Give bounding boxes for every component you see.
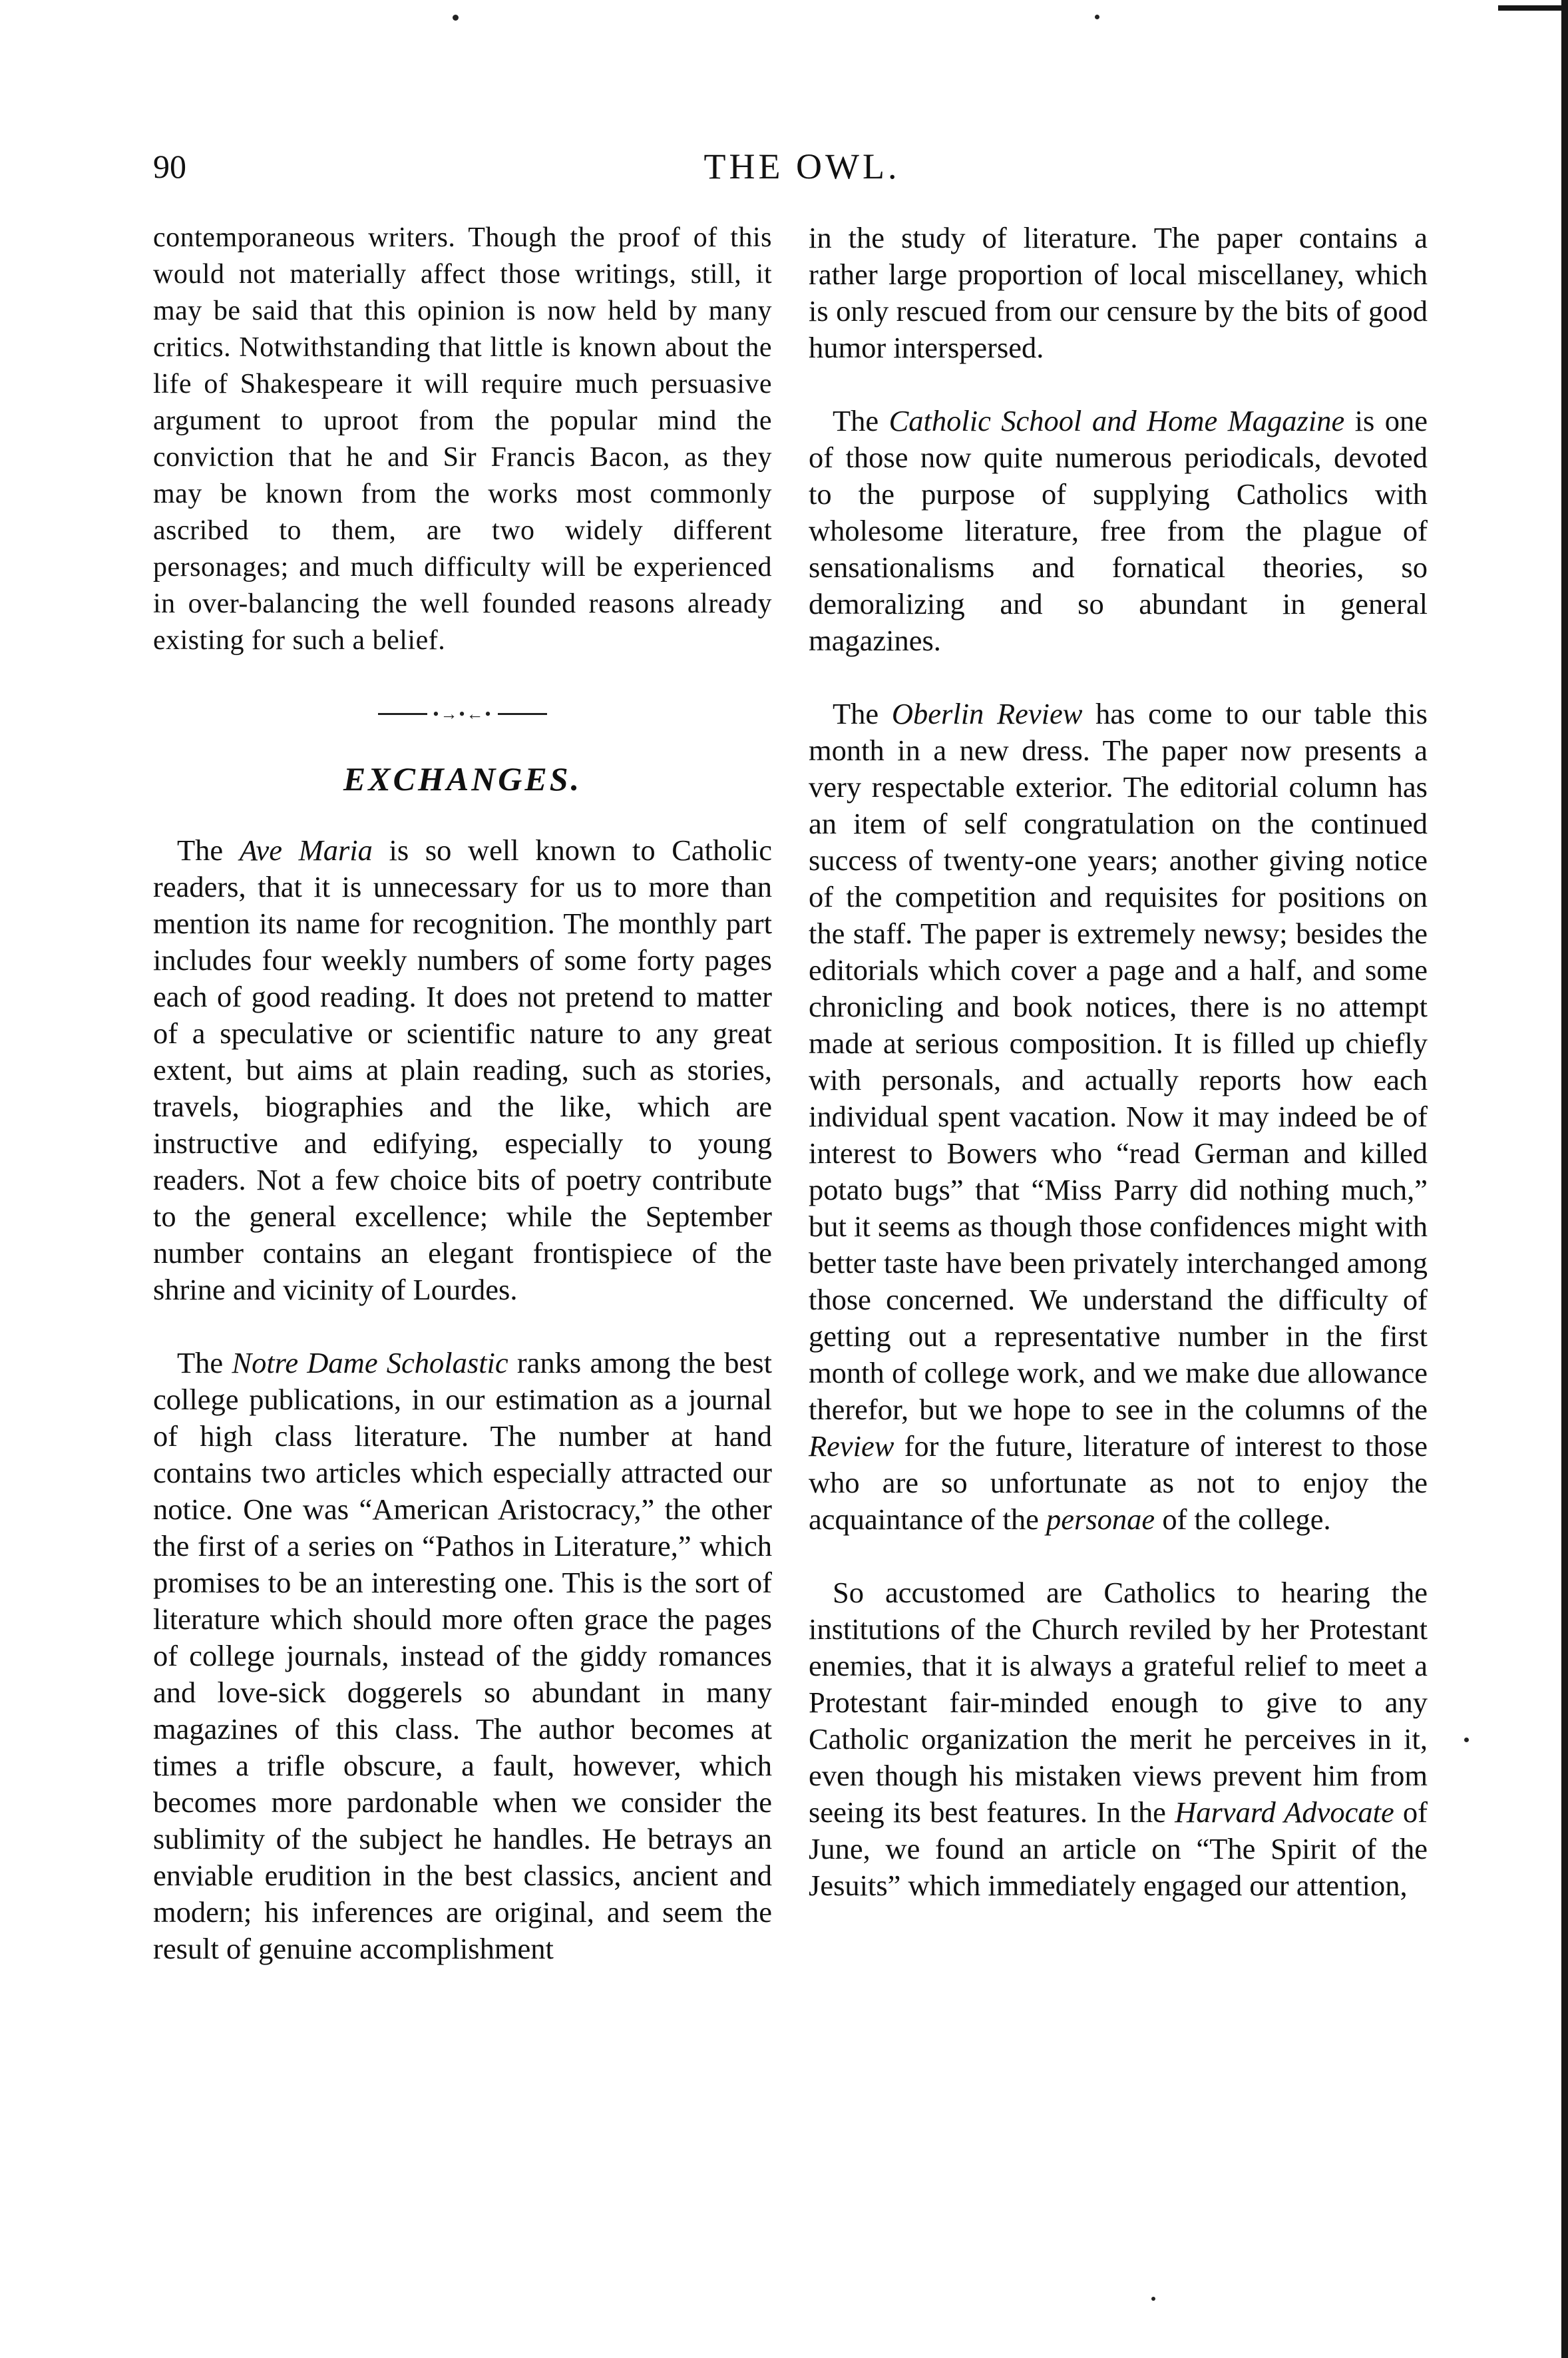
left-column bbox=[153, 220, 772, 2004]
scholastic-paragraph bbox=[153, 1345, 772, 1967]
catholic-school-paragraph bbox=[809, 403, 1428, 659]
text-run: The bbox=[177, 1346, 232, 1379]
page-edge-rule bbox=[1561, 0, 1568, 2358]
scan-speck bbox=[1151, 2297, 1155, 2301]
scan-speck bbox=[1464, 1738, 1469, 1742]
section-title: EXCHANGES. bbox=[343, 760, 582, 798]
publication-title: Review bbox=[809, 1429, 894, 1463]
text-run: So accustomed are Catholics to hearing the institutions of the Church reviled by her Protestant enemies, that it is always a grateful relief to meet a Protestant fair-minded enough to give to any Catholic organization the merit he perceives in it, even though his mistaken views prevent him from seeing its best features. In the bbox=[809, 1576, 1428, 1829]
scan-speck bbox=[1095, 15, 1099, 19]
ave-maria-paragraph bbox=[153, 832, 772, 1308]
page-header bbox=[153, 140, 1451, 193]
oberlin-review-paragraph bbox=[809, 696, 1428, 1538]
latin-term: personae bbox=[1046, 1503, 1155, 1536]
publication-title: Notre Dame Scholastic bbox=[232, 1346, 508, 1379]
text-run: has come to our table this month in a new dress. The paper now presents a very respectable exterior. The editorial column has an item of self congratulation on the continued success of twenty-one years; another giving notice of the competition and requisites for positions on the staff. The paper is extremely newsy; besides the editorials which cover a page and a half, and some chronicling and book notices, there is no attempt made at serious composition. It is filled up chiefly with personals, and actually reports how each individual spent vacation. Now it may indeed be of interest to Bowers who “read German and killed potato bugs” that “Miss Parry did nothing much,” but it seems as though those confidences might with better taste have been privately interchanged among those concerned. We understand the difficulty of getting out a representative number in the first month of college work, and we make due allowance therefor, but we hope to see in the columns of the bbox=[809, 697, 1428, 1426]
page-number: 90 bbox=[153, 148, 186, 185]
running-head: THE OWL. bbox=[703, 146, 900, 186]
publication-title: Catholic School and Home Magazine bbox=[888, 404, 1345, 437]
text-run: is one of those now quite numerous periodicals, devoted to the purpose of supplying Catholics with wholesome literature, free from the plague of sensationalisms and fornatical theories, so demoralizing and so abundant in general magazines. bbox=[809, 404, 1428, 657]
publication-title: Oberlin Review bbox=[891, 697, 1083, 730]
continued-paragraph: contemporaneous writers. Though the proof of this would not materially affect those writings, still, it may be said that this opinion is now held by many critics. Notwithstanding that little is known about the life of Shakespeare it will require much persuasive argument to uproot from the popular mind the conviction that he and Sir Francis Bacon, as they may be known from the works most commonly ascribed to them, are two widely different personages; and much difficulty will be experienced in over-balancing the well founded reasons already existing for such a belief. bbox=[153, 222, 772, 656]
text-run: The bbox=[833, 404, 889, 437]
text-run: of June, we found an article on “The Spirit of the Jesuits” which immediately engaged our attention, bbox=[809, 1795, 1428, 1902]
text-run: of the college. bbox=[1155, 1503, 1331, 1536]
harvard-advocate-paragraph bbox=[809, 1574, 1428, 1904]
continued-paragraph: in the study of literature. The paper contains a rather large proportion of local miscellaney, which is only rescued from our censure by the bits of good humor interspersed. bbox=[809, 221, 1428, 364]
text-run: ranks among the best college publications, in our estimation as a journal of high class literature. The number at hand contains two articles which especially attracted our notice. One was “American Aristocracy,” the other the first of a series on “Pathos in Literature,” which promises to be an interesting one. This is the sort of literature which should more often grace the pages of college journals, instead of the giddy romances and love-sick doggerels so abundant in many magazines of this class. The author becomes at times a trifle obscure, a fault, however, which becomes more pardonable when we consider the sublimity of the subject he handles. He betrays an enviable erudition in the best classics, ancient and modern; his inferences are original, and seem the result of genuine accomplishment bbox=[153, 1346, 772, 1965]
text-run: is so well known to Catholic readers, that it is unnecessary for us to more than mention its name for recognition. The monthly part includes four weekly numbers of some forty pages each of good reading. It does not pretend to matter of a speculative or scientific nature to any great extent, but aims at plain reading, such as stories, travels, biographies and the like, which are instructive and edifying, especially to young readers. Not a few choice bits of poetry contribute to the general excellence; while the September number contains an elegant frontispiece of the shrine and vicinity of Lourdes. bbox=[153, 833, 773, 1306]
scan-speck bbox=[453, 15, 459, 21]
text-run: The bbox=[833, 697, 892, 730]
text-run: The bbox=[177, 833, 240, 867]
publication-title: Ave Maria bbox=[239, 833, 373, 867]
text-run: for the future, literature of interest to those who are so unfortunate as not to enjoy the acquaintance of the bbox=[809, 1429, 1428, 1536]
right-column bbox=[809, 220, 1428, 1941]
separator-rule bbox=[378, 713, 427, 715]
separator-ornament: •→•←• bbox=[433, 704, 492, 724]
section-separator bbox=[153, 696, 772, 732]
separator-rule bbox=[498, 713, 547, 715]
publication-title: Harvard Advocate bbox=[1175, 1795, 1394, 1829]
page-edge-tick bbox=[1498, 5, 1561, 11]
